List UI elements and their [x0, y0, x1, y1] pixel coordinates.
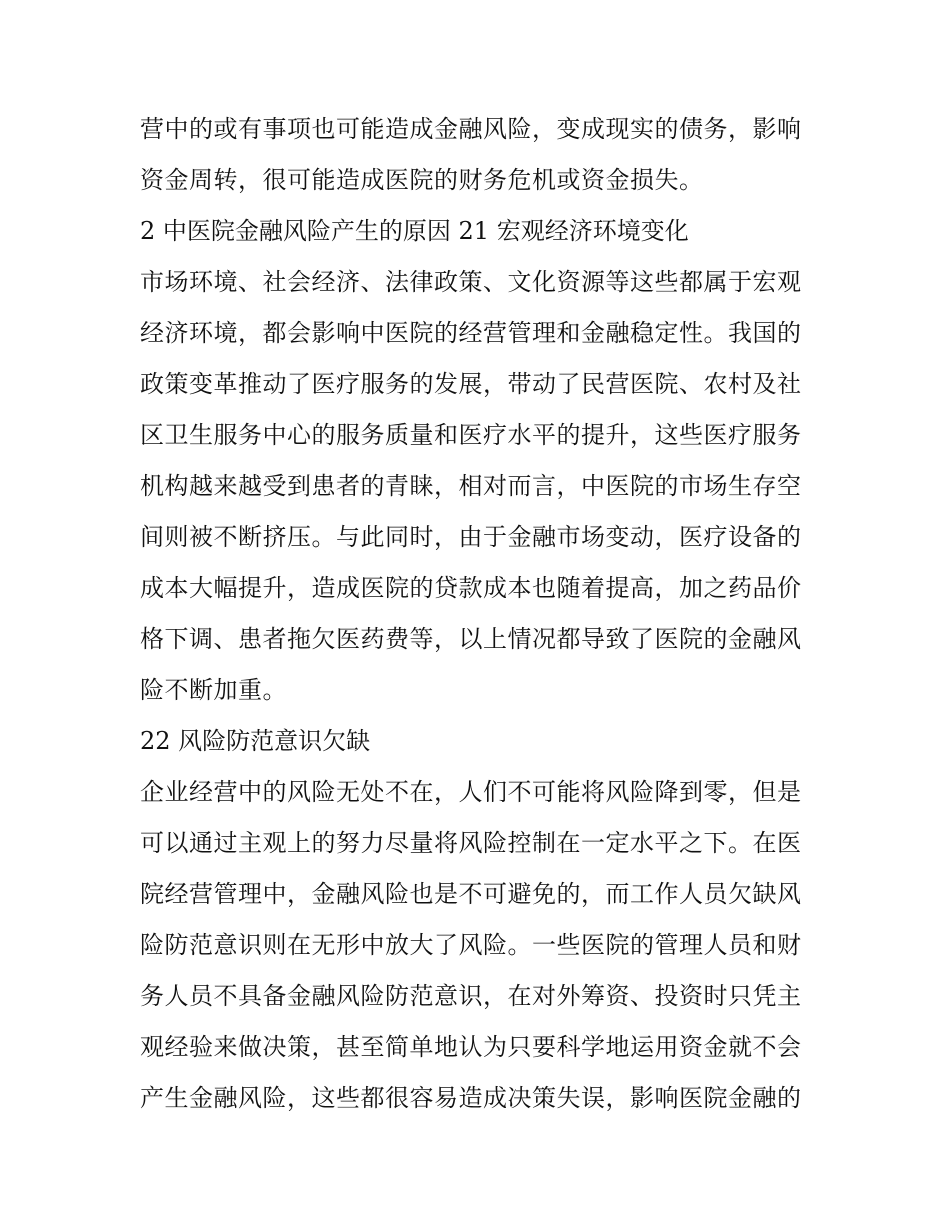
body-line: 经济环境，都会影响中医院的经营管理和金融稳定性。我国的	[140, 319, 802, 347]
body-line: 可以通过主观上的努力尽量将风险控制在一定水平之下。在医	[140, 829, 802, 857]
body-line: 政策变革推动了医疗服务的发展，带动了民营医院、农村及社	[140, 370, 802, 398]
body-line: 险防范意识则在无形中放大了风险。一些医院的管理人员和财	[140, 931, 802, 959]
body-line: 机构越来越受到患者的青睐，相对而言，中医院的市场生存空	[140, 472, 802, 500]
body-line: 间则被不断挤压。与此同时，由于金融市场变动，医疗设备的	[140, 523, 802, 551]
document-body	[140, 104, 815, 1124]
body-line: 务人员不具备金融风险防范意识，在对外筹资、投资时只凭主	[140, 982, 802, 1010]
body-line: 险不断加重。	[140, 676, 287, 704]
body-line: 资金周转，很可能造成医院的财务危机或资金损失。	[140, 166, 704, 194]
body-line: 营中的或有事项也可能造成金融风险，变成现实的债务，影响	[140, 115, 802, 143]
body-line: 格下调、患者拖欠医药费等，以上情况都导致了医院的金融风	[140, 625, 802, 653]
body-line: 区卫生服务中心的服务质量和医疗水平的提升，这些医疗服务	[140, 421, 802, 449]
body-line: 企业经营中的风险无处不在，人们不可能将风险降到零，但是	[140, 778, 802, 806]
body-line: 观经验来做决策，甚至简单地认为只要科学地运用资金就不会	[140, 1033, 802, 1061]
body-line: 院经营管理中，金融风险也是不可避免的，而工作人员欠缺风	[140, 880, 802, 908]
body-line: 产生金融风险，这些都很容易造成决策失误，影响医院金融的	[140, 1084, 802, 1112]
section-heading: 2 中医院金融风险产生的原因 21 宏观经济环境变化	[140, 217, 689, 245]
section-heading: 22 风险防范意识欠缺	[140, 727, 371, 755]
body-line: 成本大幅提升，造成医院的贷款成本也随着提高，加之药品价	[140, 574, 802, 602]
body-line: 市场环境、社会经济、法律政策、文化资源等这些都属于宏观	[140, 268, 802, 296]
